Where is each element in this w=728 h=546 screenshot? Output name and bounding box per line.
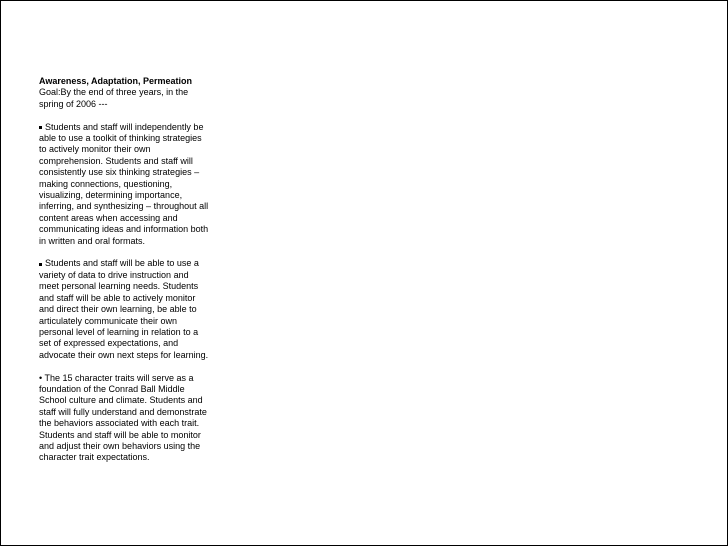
bullet-item-1	[39, 122, 209, 247]
bullet-text-1: Students and staff will independently be able to use a toolkit of thinking strategies to actively monitor their own comprehension. Students and staff will consistently use six thinking strategies – making connections, questioning, visualizing, determining importance, inferring, and synthesizing – throughout all content areas when accessing and communicating ideas and information both in written and oral formats.	[39, 121, 209, 246]
spacer	[39, 110, 209, 121]
square-bullet-icon	[39, 263, 42, 266]
bullet-text-3: The 15 character traits will serve as a foundation of the Conrad Ball Middle School culture and climate. Students and staff will fully understand and demonstrate the behaviors associated with each trait. Students and staff will be able to monitor and adjust their own behaviors using the character trait expectations.	[39, 372, 207, 463]
spacer	[39, 247, 209, 258]
goal-statement: Goal:By the end of three years, in the spring of 2006 ---	[39, 87, 189, 109]
heading: Awareness, Adaptation, Permeation	[39, 76, 193, 86]
goal-text-box	[39, 76, 209, 464]
bullet-text-2: Students and staff will be able to use a variety of data to drive instruction and meet personal learning needs. Students and staff will be able to actively monitor and direct their own learning, be able to articulately communicate their own personal level of learning in relation to a set of expressed expectations, and advocate their own next steps for learning.	[39, 258, 209, 360]
bullet-item-2	[39, 258, 209, 361]
bullet-item-3	[39, 373, 209, 464]
spacer	[39, 361, 209, 372]
square-bullet-icon	[39, 126, 42, 129]
round-bullet-icon: •	[39, 372, 43, 383]
